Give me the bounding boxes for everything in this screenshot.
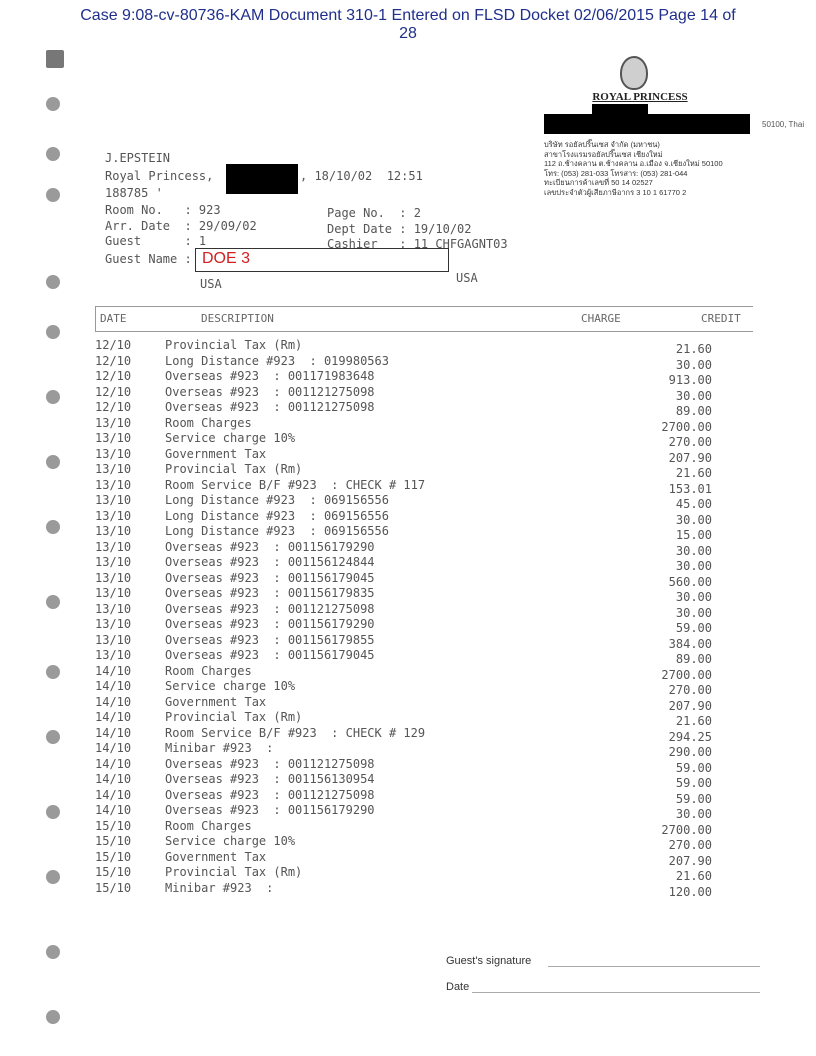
row-date: 13/10 bbox=[95, 632, 132, 647]
departure-date: Dept Date : 19/10/02 bbox=[327, 222, 472, 236]
row-description: Long Distance #923 : 069156556 bbox=[165, 524, 389, 538]
row-date: 13/10 bbox=[95, 493, 132, 507]
row-date: 12/10 bbox=[95, 338, 132, 352]
filing-banner-line1: Case 9:08-cv-80736-KAM Document 310-1 Entered on FLSD Docket 02/06/2015 Page 14 of bbox=[80, 7, 736, 24]
row-date: 12/10 bbox=[95, 400, 132, 414]
row-description: Room Charges bbox=[165, 415, 252, 430]
column-description: DESCRIPTION bbox=[201, 312, 274, 325]
row-description: Government Tax bbox=[165, 694, 267, 709]
guest-country: USA bbox=[456, 271, 478, 285]
row-description: Minibar #923 : bbox=[165, 880, 274, 895]
row-description: Long Distance #923 : 019980563 bbox=[165, 353, 389, 368]
hotel-address-line: ทะเบียนการค้าเลขที่ 50 14 02527 bbox=[544, 178, 653, 187]
cashier: Cashier : 11 CHFGAGNT03 bbox=[327, 237, 508, 251]
row-charge: 30.00 bbox=[675, 605, 712, 620]
row-date: 12/10 bbox=[95, 369, 132, 383]
row-charge: 290.00 bbox=[668, 745, 712, 759]
guest-name: J.EPSTEIN bbox=[105, 151, 171, 165]
row-date: 15/10 bbox=[95, 834, 132, 848]
row-description: Room Charges bbox=[165, 818, 252, 833]
redaction-block bbox=[226, 164, 298, 194]
row-date: 13/10 bbox=[95, 415, 132, 430]
row-date: 13/10 bbox=[95, 570, 132, 585]
hotel-address-tail: 50100, Thai bbox=[762, 120, 805, 129]
column-charge: CHARGE bbox=[581, 312, 621, 325]
row-description: Government Tax bbox=[165, 446, 267, 461]
row-description: Overseas #923 : 001171983648 bbox=[165, 369, 375, 383]
row-charge: 21.60 bbox=[675, 342, 712, 356]
row-charge: 21.60 bbox=[675, 466, 712, 480]
row-charge: 59.00 bbox=[675, 760, 712, 775]
row-description: Overseas #923 : 001156179855 bbox=[165, 632, 375, 647]
row-description: Overseas #923 : 001156124844 bbox=[165, 555, 375, 569]
row-description: Provincial Tax (Rm) bbox=[165, 462, 303, 476]
row-date: 13/10 bbox=[95, 446, 132, 461]
row-charge: 207.90 bbox=[668, 698, 712, 713]
filing-banner-line2: 28 bbox=[399, 25, 417, 42]
row-charge: 89.00 bbox=[675, 652, 712, 666]
arrival-date: Arr. Date : 29/09/02 bbox=[105, 219, 257, 233]
row-description: Long Distance #923 : 069156556 bbox=[165, 508, 389, 523]
row-charge: 2700.00 bbox=[661, 822, 712, 837]
guest-name-label: Guest Name : bbox=[105, 252, 192, 266]
row-charge: 21.60 bbox=[675, 869, 712, 883]
row-charge: 30.00 bbox=[675, 807, 712, 821]
row-description: Overseas #923 : 001156179835 bbox=[165, 586, 375, 600]
guest-zip: 188785 ' bbox=[105, 186, 163, 200]
row-description: Overseas #923 : 001121275098 bbox=[165, 787, 375, 802]
row-date: 13/10 bbox=[95, 508, 132, 523]
row-description: Overseas #923 : 001121275098 bbox=[165, 400, 375, 414]
row-description: Overseas #923 : 001156179290 bbox=[165, 617, 375, 631]
row-charge: 207.90 bbox=[668, 450, 712, 465]
hotel-crest-icon bbox=[620, 56, 648, 90]
row-date: 13/10 bbox=[95, 524, 132, 538]
row-charge: 59.00 bbox=[675, 621, 712, 635]
row-charge: 384.00 bbox=[668, 636, 712, 651]
signature-line bbox=[548, 966, 760, 967]
row-charge: 59.00 bbox=[675, 776, 712, 790]
date-line bbox=[472, 992, 760, 993]
row-charge: 270.00 bbox=[668, 435, 712, 449]
row-charge: 294.25 bbox=[668, 729, 712, 744]
row-charge: 560.00 bbox=[668, 574, 712, 589]
row-charge: 30.00 bbox=[675, 590, 712, 604]
room-number: Room No. : 923 bbox=[105, 203, 221, 217]
hotel-address-line: สาขาโรงแรมรอยัลปริ๊นเซส เชียงใหม่ bbox=[544, 149, 663, 159]
row-date: 12/10 bbox=[95, 353, 132, 368]
page-number: Page No. : 2 bbox=[327, 206, 421, 220]
row-date: 14/10 bbox=[95, 710, 132, 724]
row-charge: 270.00 bbox=[668, 838, 712, 852]
row-description: Provincial Tax (Rm) bbox=[165, 338, 303, 352]
guest-name-value: DOE 3 bbox=[202, 250, 251, 267]
guest-address-prefix: Royal Princess, bbox=[105, 169, 214, 183]
row-charge: 21.60 bbox=[675, 714, 712, 728]
row-description: Long Distance #923 : 069156556 bbox=[165, 493, 389, 507]
row-charge: 207.90 bbox=[668, 853, 712, 868]
row-date: 13/10 bbox=[95, 555, 132, 569]
row-description: Overseas #923 : 001156179045 bbox=[165, 648, 375, 662]
row-charge: 30.00 bbox=[675, 357, 712, 372]
row-date: 13/10 bbox=[95, 539, 132, 554]
row-description: Service charge 10% bbox=[165, 431, 296, 445]
row-description: Overseas #923 : 001121275098 bbox=[165, 601, 375, 616]
hotel-address-line: เลขประจำตัวผู้เสียภาษีอากร 3 10 1 61770 2 bbox=[544, 187, 687, 197]
row-date: 15/10 bbox=[95, 880, 132, 895]
row-date: 14/10 bbox=[95, 803, 132, 817]
row-charge: 913.00 bbox=[668, 373, 712, 387]
row-charge: 45.00 bbox=[675, 497, 712, 511]
row-date: 13/10 bbox=[95, 601, 132, 616]
row-description: Overseas #923 : 001121275098 bbox=[165, 756, 375, 771]
row-description: Government Tax bbox=[165, 849, 267, 864]
column-date: DATE bbox=[100, 312, 127, 325]
row-date: 13/10 bbox=[95, 648, 132, 662]
row-description: Service charge 10% bbox=[165, 679, 296, 693]
row-description: Provincial Tax (Rm) bbox=[165, 865, 303, 879]
row-date: 15/10 bbox=[95, 818, 132, 833]
row-date: 13/10 bbox=[95, 462, 132, 476]
hotel-logo-text: ROYAL PRINCESS bbox=[592, 91, 688, 103]
row-charge: 30.00 bbox=[675, 559, 712, 573]
row-description: Room Service B/F #923 : CHECK # 129 bbox=[165, 725, 426, 740]
hotel-address-line: บริษัท รอยัลปริ๊นเซส จำกัด (มหาชน) bbox=[544, 140, 660, 149]
row-charge: 30.00 bbox=[675, 512, 712, 527]
row-description: Service charge 10% bbox=[165, 834, 296, 848]
guest-count: Guest : 1 bbox=[105, 234, 207, 248]
row-date: 13/10 bbox=[95, 477, 132, 492]
hotel-address bbox=[544, 140, 723, 197]
redaction-block bbox=[544, 114, 750, 134]
row-charge: 270.00 bbox=[668, 683, 712, 697]
row-date: 14/10 bbox=[95, 756, 132, 771]
row-charge: 120.00 bbox=[668, 884, 712, 899]
row-charge: 153.01 bbox=[668, 481, 712, 496]
row-description: Overseas #923 : 001156179045 bbox=[165, 570, 375, 585]
guest-address-suffix: , 18/10/02 12:51 bbox=[300, 169, 423, 183]
row-description: Overseas #923 : 001156179290 bbox=[165, 803, 375, 817]
guest-name-box bbox=[195, 248, 449, 272]
row-date: 14/10 bbox=[95, 725, 132, 740]
row-date: 15/10 bbox=[95, 865, 132, 879]
row-date: 14/10 bbox=[95, 787, 132, 802]
hotel-address-line: 112 ถ.ช้างคลาน ต.ช้างคลาน อ.เมือง จ.เชียงใหม่ 50100 bbox=[544, 159, 723, 168]
row-description: Overseas #923 : 001156179290 bbox=[165, 539, 375, 554]
guest-country-2: USA bbox=[200, 277, 222, 291]
row-charge: 59.00 bbox=[675, 791, 712, 806]
filing-banner bbox=[0, 7, 816, 43]
row-date: 14/10 bbox=[95, 694, 132, 709]
row-charge: 30.00 bbox=[675, 388, 712, 403]
row-date: 13/10 bbox=[95, 617, 132, 631]
date-label: Date bbox=[446, 981, 470, 993]
row-charge: 89.00 bbox=[675, 404, 712, 418]
ledger-header bbox=[95, 306, 753, 332]
row-date: 14/10 bbox=[95, 772, 132, 786]
row-description: Overseas #923 : 001156130954 bbox=[165, 772, 375, 786]
row-description: Minibar #923 : bbox=[165, 741, 274, 755]
row-date: 15/10 bbox=[95, 849, 132, 864]
hotel-address-line: โทร: (053) 281-033 โทรสาร: (053) 281-044 bbox=[544, 168, 688, 178]
row-charge: 30.00 bbox=[675, 543, 712, 558]
row-date: 14/10 bbox=[95, 663, 132, 678]
column-credit: CREDIT bbox=[701, 312, 741, 325]
row-charge: 2700.00 bbox=[661, 419, 712, 434]
row-date: 14/10 bbox=[95, 679, 132, 693]
row-description: Overseas #923 : 001121275098 bbox=[165, 384, 375, 399]
row-date: 13/10 bbox=[95, 586, 132, 600]
row-date: 14/10 bbox=[95, 741, 132, 755]
guest-signature-label: Guest's signature bbox=[446, 955, 532, 967]
row-description: Room Service B/F #923 : CHECK # 117 bbox=[165, 477, 426, 492]
row-date: 12/10 bbox=[95, 384, 132, 399]
row-charge: 15.00 bbox=[675, 528, 712, 542]
row-date: 13/10 bbox=[95, 431, 132, 445]
row-charge: 2700.00 bbox=[661, 667, 712, 682]
row-description: Room Charges bbox=[165, 663, 252, 678]
row-description: Provincial Tax (Rm) bbox=[165, 710, 303, 724]
